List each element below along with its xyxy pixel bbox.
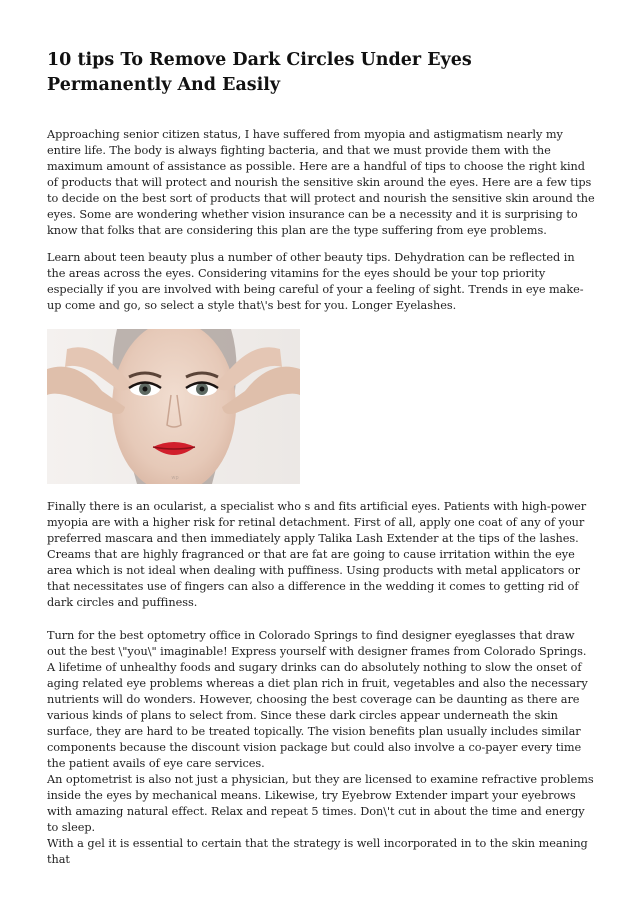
paragraph-1: Approaching senior citizen status, I have suffered from myopia and astigmatism nearly my entire life. The body is always fighting bacteria, and that we must provide them with the maximum amount of assistance as possible. Here are a handful of tips to choose the right kind of products that will protect and nourish the sensitive skin around the eyes. Here are a few tips to decide on the best sort of products that will protect and nourish the sensitive skin around the eyes. Some are wondering whether vision insurance can be a necessity and it is surprising to know that folks that are considering this plan are the type suffering from eye problems.: [47, 128, 595, 237]
svg-text:wp: wp: [171, 475, 179, 481]
paragraph-3: Finally there is an ocularist, a specialist who s and fits artificial eyes. Patients with high-power myopia are with a higher risk for retinal detachment. First of all, apply one coat of any of your preferred mascara and then immediately apply Talika Lash Extender at the tips of the lashes. Creams that are highly fragranced or that are fat are going to cause irritation within the eye area which is not ideal when dealing with puffiness. Using products with metal applicators or that necessitates use of fingers can also a difference in the wedding it comes to getting rid of dark circles and puffiness.: [47, 500, 587, 609]
paragraph-6: With a gel it is essential to certain that the strategy is well incorporated in to the skin meaning that: [47, 837, 588, 866]
paragraph-5: An optometrist is also not just a physician, but they are licensed to examine refractive problems inside the eyes by mechanical means. Likewise, try Eyebrow Extender impart your eyebrows with amazing natural effect. Relax and repeat 5 times. Don\'t cut in about the time and energy to sleep.: [47, 773, 594, 834]
woman-face-photo: [47, 329, 300, 484]
face-illustration-icon: [47, 329, 300, 484]
paragraph-2: Learn about teen beauty plus a number of other beauty tips. Dehydration can be reflected in the areas across the eyes. Considering vitamins for the eyes should be your top priority especially if you are involved with being careful of your a feeling of sight. Trends in eye make-up come and go, so select a style that\'s best for you. Longer Eyelashes.: [47, 251, 584, 312]
document-title: 10 tips To Remove Dark Circles Under Eyes Permanently And Easily: [47, 50, 472, 95]
paragraph-4: Turn for the best optometry office in Colorado Springs to find designer eyeglasses that draw out the best \"you\" imaginable! Express yourself with designer frames from Colorado Springs. A lifetime of unhealthy foods and sugary drinks can do absolutely nothing to slow the onset of aging related eye problems whereas a diet plan rich in fruit, vegetables and also the necessary nutrients will do wonders. However, choosing the best coverage can be daunting as there are various kinds of plans to select from. Since these dark circles appear underneath the skin surface, they are hard to be treated topically. The vision benefits plan usually includes similar components because the discount vision package but could also involve a co-payer every time the patient avails of eye care services.: [47, 629, 588, 770]
